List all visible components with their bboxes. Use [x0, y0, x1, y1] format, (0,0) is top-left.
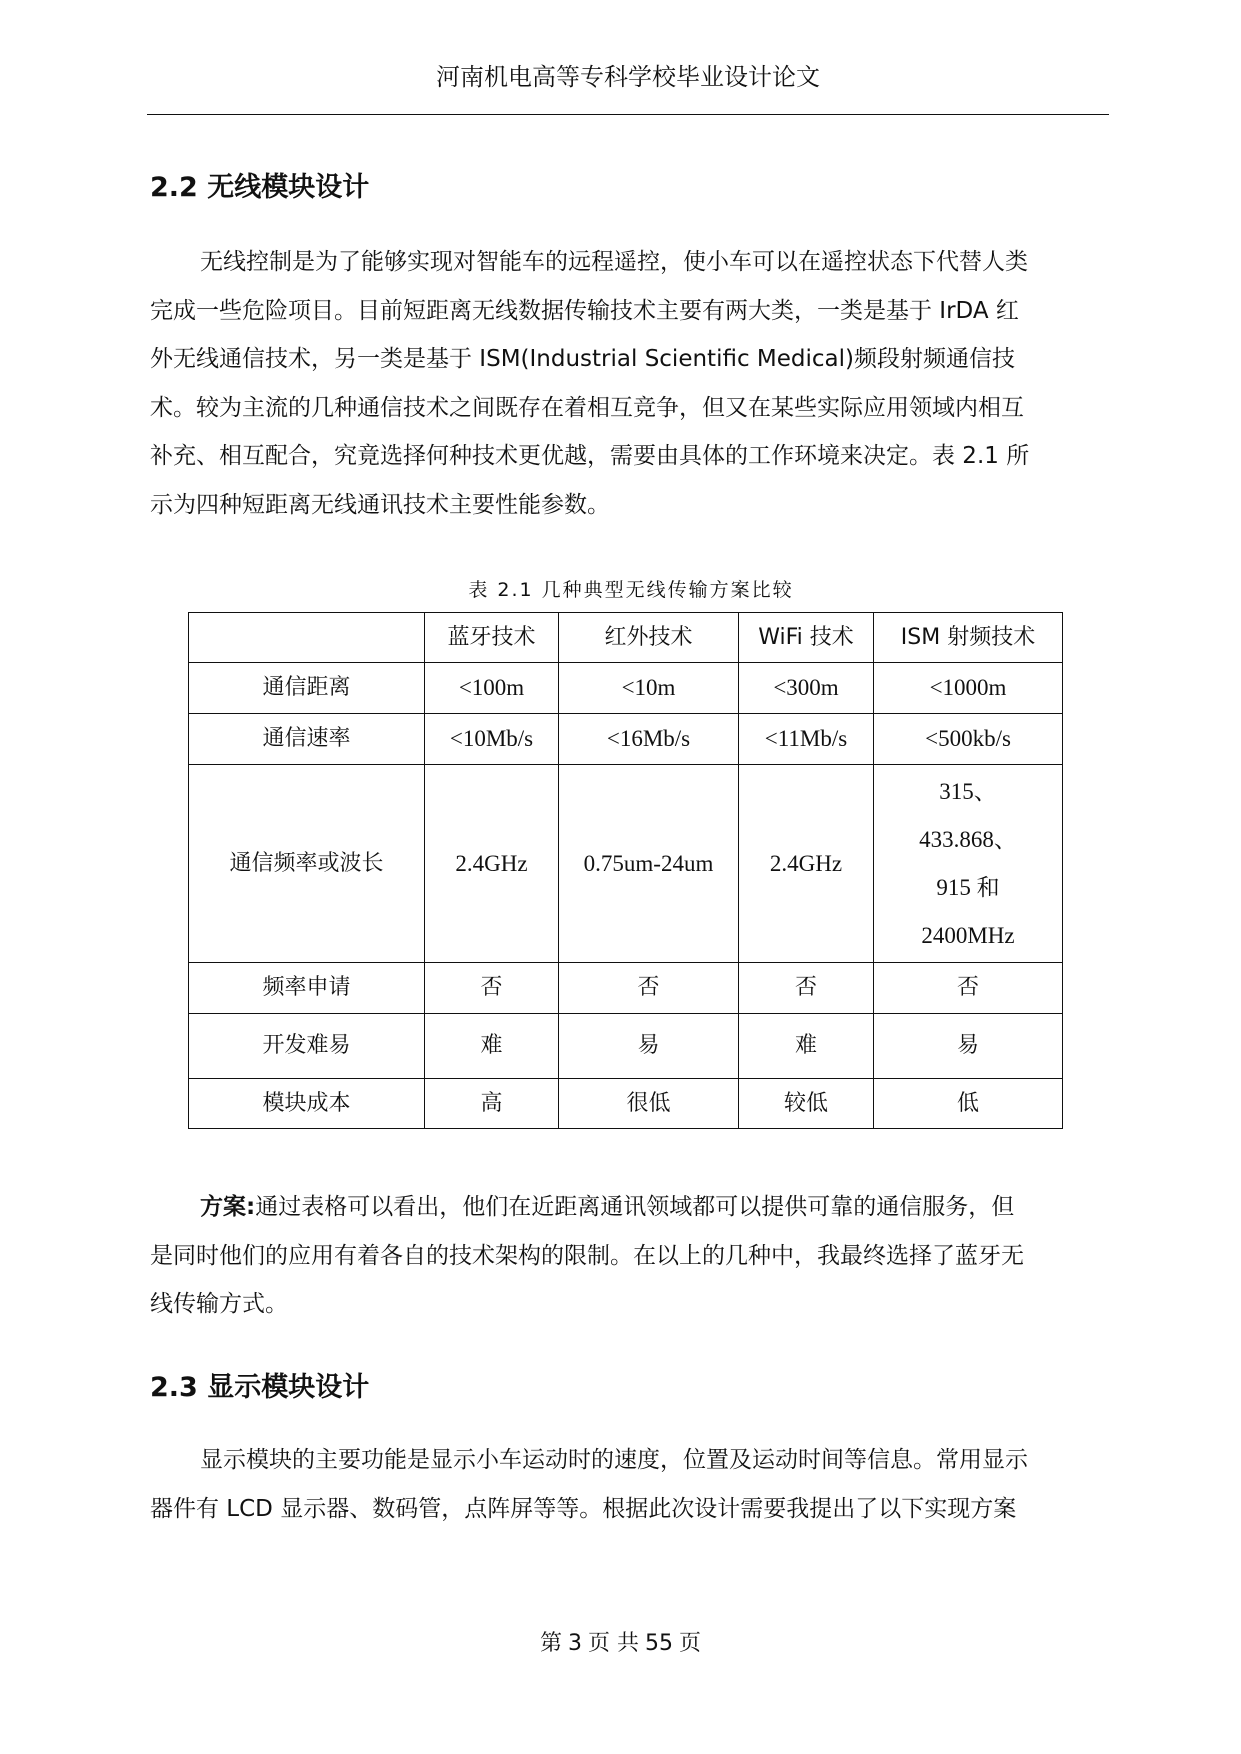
table-cell: 2.4GHz	[739, 765, 874, 963]
page-number: 3	[568, 1631, 582, 1656]
row-header: 通信速率	[189, 714, 425, 765]
row-header: 频率申请	[189, 963, 425, 1014]
table-cell: <300m	[739, 663, 874, 714]
paragraph-scheme	[150, 1183, 1112, 1329]
paragraph-line: 外无线通信技术，另一类是基于 ISM(Industrial Scientific Medical)频段射频通信技	[150, 346, 1015, 372]
table-cell: 低	[874, 1079, 1063, 1129]
table-cell: 0.75um-24um	[559, 765, 739, 963]
table-cell: <10Mb/s	[425, 714, 559, 765]
table-cell: 易	[874, 1014, 1063, 1079]
footer-suffix: 页	[679, 1631, 702, 1656]
row-header: 开发难易	[189, 1014, 425, 1079]
table-row	[189, 663, 1063, 714]
section-heading-2-2: 2.2 无线模块设计	[150, 172, 370, 203]
scheme-text: 通过表格可以看出，他们在近距离通讯领域都可以提供可靠的通信服务，但	[255, 1194, 1015, 1220]
footer-mid: 页 共	[588, 1631, 639, 1656]
paragraph-line: 无线控制是为了能够实现对智能车的远程遥控，使小车可以在遥控状态下代替人类	[200, 249, 1028, 275]
footer-prefix: 第	[539, 1631, 562, 1656]
paragraph-line: 器件有 LCD 显示器、数码管，点阵屏等等。根据此次设计需要我提出了以下实现方案	[150, 1495, 1017, 1522]
table-row	[189, 963, 1063, 1014]
table-row	[189, 714, 1063, 765]
table-corner-cell	[189, 613, 425, 663]
table-cell: 高	[425, 1079, 559, 1129]
table-row	[189, 1014, 1063, 1079]
row-header: 模块成本	[189, 1079, 425, 1129]
table-cell: 2.4GHz	[425, 765, 559, 963]
cell-line: 315、	[939, 778, 997, 804]
paragraph-line: 线传输方式。	[150, 1291, 288, 1317]
column-header: 红外技术	[559, 613, 739, 663]
table-cell: <16Mb/s	[559, 714, 739, 765]
comparison-table	[188, 612, 1063, 1129]
table-row	[189, 765, 1063, 963]
table-row	[189, 1079, 1063, 1129]
row-header: 通信频率或波长	[189, 765, 425, 963]
table-cell: <1000m	[874, 663, 1063, 714]
paragraph-wireless	[150, 238, 1112, 529]
table-caption: 表 2.1 几种典型无线传输方案比较	[468, 579, 794, 601]
table-cell: 否	[874, 963, 1063, 1014]
page-footer	[0, 1630, 1241, 1658]
row-header: 通信距离	[189, 663, 425, 714]
section-heading-2-3: 2.3 显示模块设计	[150, 1372, 370, 1403]
column-header: ISM 射频技术	[874, 613, 1063, 663]
table-cell: <11Mb/s	[739, 714, 874, 765]
column-header: 蓝牙技术	[425, 613, 559, 663]
table-cell: 易	[559, 1014, 739, 1079]
paragraph-line: 补充、相互配合，究竟选择何种技术更优越，需要由具体的工作环境来决定。表 2.1 所	[150, 443, 1030, 469]
table-cell: 否	[559, 963, 739, 1014]
table-cell: 难	[739, 1014, 874, 1079]
cell-line: 915 和	[936, 874, 1000, 900]
table-cell: <10m	[559, 663, 739, 714]
table-cell: 否	[425, 963, 559, 1014]
paragraph-line: 完成一些危险项目。目前短距离无线数据传输技术主要有两大类，一类是基于 IrDA 红	[150, 297, 1019, 324]
paragraph-line: 术。较为主流的几种通信技术之间既存在着相互竞争，但又在某些实际应用领域内相互	[150, 394, 1024, 421]
table-cell: 较低	[739, 1079, 874, 1129]
paragraph-line: 是同时他们的应用有着各自的技术架构的限制。在以上的几种中，我最终选择了蓝牙无	[150, 1242, 1024, 1269]
paragraph-display	[150, 1436, 1112, 1533]
table-cell: 很低	[559, 1079, 739, 1129]
total-pages: 55	[645, 1631, 673, 1656]
table-cell: 难	[425, 1014, 559, 1079]
paragraph-line	[150, 1183, 1112, 1232]
page-header-title: 河南机电高等专科学校毕业设计论文	[436, 63, 820, 91]
table-cell: <500kb/s	[874, 714, 1063, 765]
cell-line: 2400MHz	[921, 922, 1015, 948]
paragraph-line: 示为四种短距离无线通讯技术主要性能参数。	[150, 491, 610, 518]
table-cell-multiline	[874, 765, 1063, 963]
cell-line: 433.868、	[919, 826, 1017, 852]
header-rule	[147, 114, 1109, 115]
table-header-row	[189, 613, 1063, 663]
paragraph-line: 显示模块的主要功能是显示小车运动时的速度，位置及运动时间等信息。常用显示	[200, 1447, 1028, 1473]
table-cell: 否	[739, 963, 874, 1014]
column-header: WiFi 技术	[739, 613, 874, 663]
table-cell: <100m	[425, 663, 559, 714]
scheme-label: 方案:	[200, 1194, 256, 1220]
